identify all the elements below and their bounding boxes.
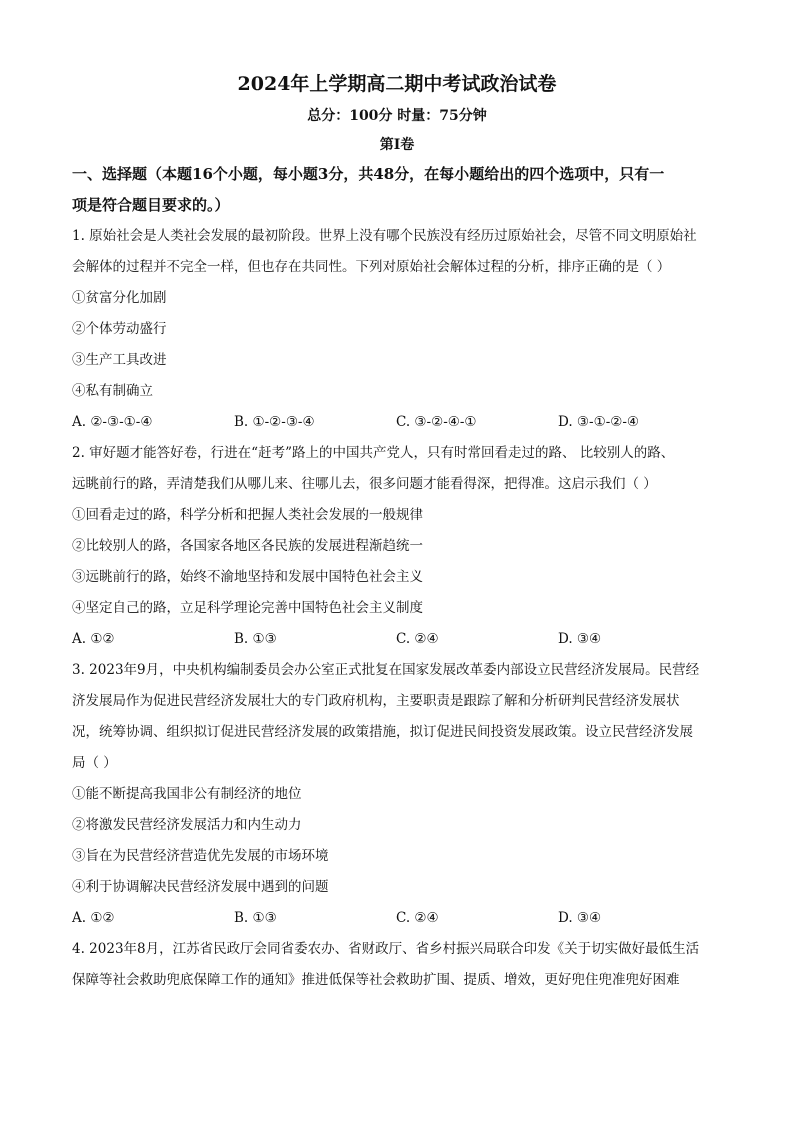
question-2 bbox=[72, 438, 722, 655]
statement-item: ①能不断提高我国非公有制经济的地位 bbox=[72, 786, 302, 802]
option-b[interactable]: B. ①③ bbox=[234, 910, 277, 926]
question-stem-line: 2. 审好题才能答好卷，行进在“赶考”路上的中国共产党人，只有时常回看走过的路、 比较别人的路、 bbox=[72, 445, 675, 461]
option-a[interactable]: A. ①② bbox=[72, 910, 115, 926]
statement-item: ③生产工具改进 bbox=[72, 352, 167, 368]
question-stem-line: 1. 原始社会是人类社会发展的最初阶段。世界上没有哪个民族没有经历过原始社会，尽管不同文明原始社 bbox=[72, 228, 697, 244]
statement-item: ②个体劳动盛行 bbox=[72, 321, 167, 337]
question-stem-line: 会解体的过程并不完全一样，但也存在共同性。下列对原始社会解体过程的分析，排序正确的是（ ） bbox=[72, 259, 671, 275]
question-1 bbox=[72, 221, 722, 438]
option-b[interactable]: B. ①③ bbox=[234, 631, 277, 647]
statement-item: ④利于协调解决民营经济发展中遇到的问题 bbox=[72, 879, 329, 895]
question-4 bbox=[72, 934, 722, 996]
question-stem-line: 保障等社会救助兜底保障工作的通知》推进低保等社会救助扩围、提质、增效，更好兜住兜准兜好困难 bbox=[72, 972, 680, 988]
statement-item: ③旨在为民营经济营造优先发展的市场环境 bbox=[72, 848, 329, 864]
answer-options bbox=[72, 624, 722, 655]
question-stem-line: 4. 2023年8月，江苏省民政厅会同省委农办、省财政厅、省乡村振兴局联合印发《关于切实做好最低生活 bbox=[72, 941, 700, 957]
option-a[interactable]: A. ②-③-①-④ bbox=[72, 414, 153, 430]
option-c[interactable]: C. ②④ bbox=[396, 910, 439, 926]
option-d[interactable]: D. ③-①-②-④ bbox=[558, 414, 640, 430]
option-a[interactable]: A. ①② bbox=[72, 631, 115, 647]
statement-item: ③远眺前行的路，始终不渝地坚持和发展中国特色社会主义 bbox=[72, 569, 423, 585]
option-d[interactable]: D. ③④ bbox=[558, 631, 602, 647]
statement-item: ②将激发民营经济发展活力和内生动力 bbox=[72, 817, 302, 833]
section-heading-line: 项是符合题目要求的。） bbox=[72, 196, 230, 214]
exam-page bbox=[72, 62, 722, 996]
question-stem-line: 3. 2023年9月，中央机构编制委员会办公室正式批复在国家发展改革委内部设立民营经济发展局。民营经 bbox=[72, 662, 700, 678]
option-c[interactable]: C. ②④ bbox=[396, 631, 439, 647]
section-heading bbox=[72, 159, 722, 221]
section-heading-line: 一、选择题（本题16个小题，每小题3分，共48分，在每小题给出的四个选项中，只有一 bbox=[72, 165, 665, 183]
statement-item: ②比较别人的路，各国家各地区各民族的发展进程渐趋统一 bbox=[72, 538, 423, 554]
answer-options bbox=[72, 903, 722, 934]
question-stem-line: 济发展局作为促进民营经济发展壮大的专门政府机构，主要职责是跟踪了解和分析研判民营经济发展状 bbox=[72, 693, 680, 709]
statement-item: ④坚定自己的路，立足科学理论完善中国特色社会主义制度 bbox=[72, 600, 423, 616]
option-b[interactable]: B. ①-②-③-④ bbox=[234, 414, 315, 430]
statement-item: ④私有制确立 bbox=[72, 383, 153, 399]
answer-options bbox=[72, 407, 722, 438]
exam-title: 2024年上学期高二期中考试政治试卷 bbox=[237, 73, 557, 95]
option-c[interactable]: C. ③-②-④-① bbox=[396, 414, 477, 430]
statement-item: ①回看走过的路，科学分析和把握人类社会发展的一般规律 bbox=[72, 507, 423, 523]
question-stem-line: 远眺前行的路，弄清楚我们从哪儿来、往哪儿去，很多问题才能看得深，把得准。这启示我们（ ） bbox=[72, 476, 657, 492]
option-d[interactable]: D. ③④ bbox=[558, 910, 602, 926]
exam-meta: 总分：100分 时量：75分钟 bbox=[307, 108, 487, 124]
question-stem-line: 况，统筹协调、组织拟订促进民营经济发展的政策措施，拟订促进民间投资发展政策。设立民营经济发展 bbox=[72, 724, 693, 740]
question-stem-line: 局（ ） bbox=[72, 755, 117, 771]
volume-label: 第Ⅰ卷 bbox=[379, 137, 415, 153]
statement-item: ①贫富分化加剧 bbox=[72, 290, 167, 306]
question-3 bbox=[72, 655, 722, 934]
